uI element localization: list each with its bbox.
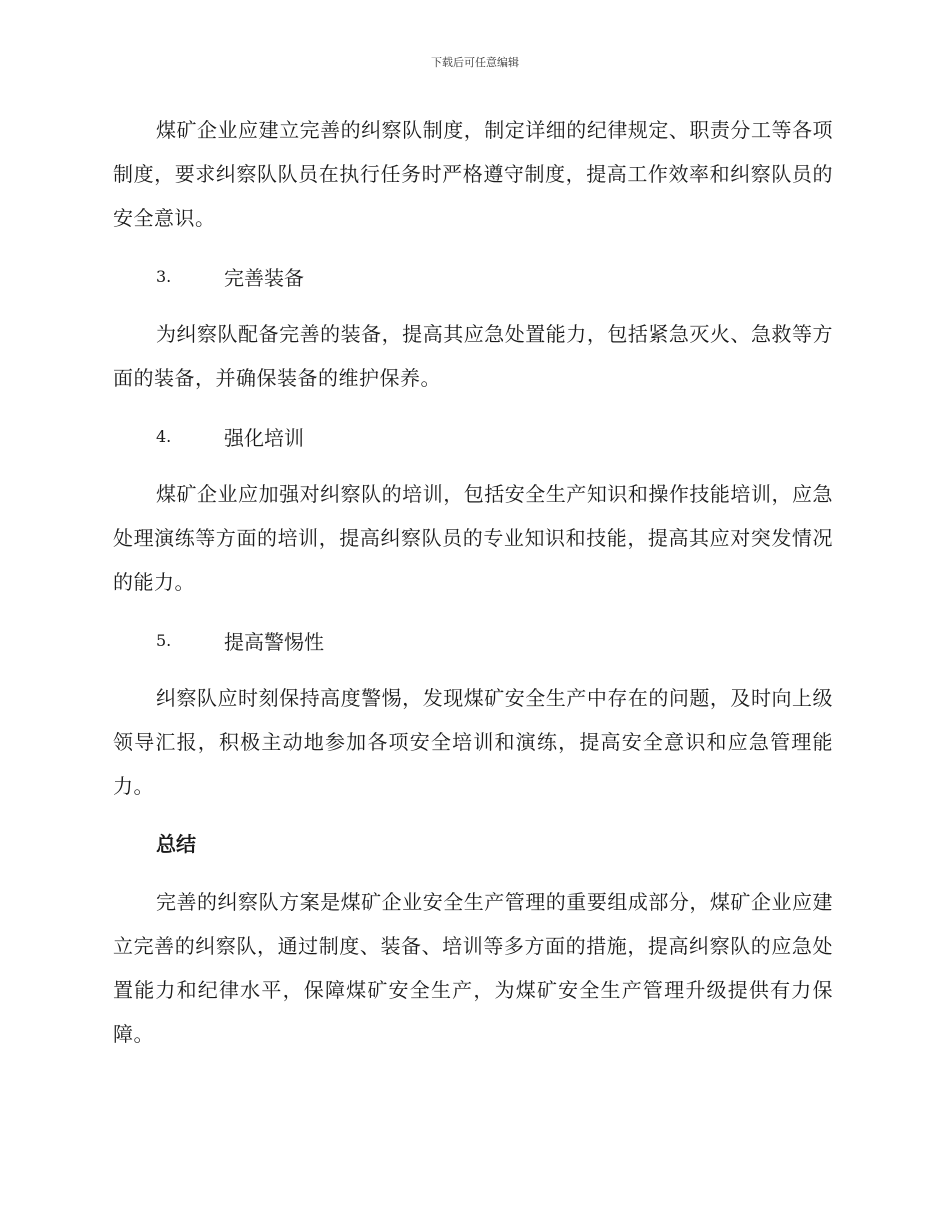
section-number: 4. xyxy=(156,426,172,446)
summary-heading: 总结 xyxy=(156,832,196,856)
paragraph-vigilance: 纠察队应时刻保持高度警惕，发现煤矿安全生产中存在的问题，及时向上级领导汇报，积极主动地参加各项安全培训和演练，提高安全意识和应急管理能力。 xyxy=(113,686,833,798)
section-number: 5. xyxy=(156,630,172,650)
paragraph-discipline-system: 煤矿企业应建立完善的纠察队制度，制定详细的纪律规定、职责分工等各项制度，要求纠察队队员在执行任务时严格遵守制度，提高工作效率和纠察队员的安全意识。 xyxy=(113,118,833,230)
section-title: 完善装备 xyxy=(224,265,304,290)
section-item-3 xyxy=(113,254,833,298)
paragraph-equipment: 为纠察队配备完善的装备，提高其应急处置能力，包括紧急灭火、急救等方面的装备，并确保装备的维护保养。 xyxy=(113,322,833,390)
section-item-4 xyxy=(113,414,833,458)
document-body xyxy=(113,108,833,1070)
section-title: 强化培训 xyxy=(224,425,304,450)
section-number: 3. xyxy=(156,266,172,286)
paragraph-training: 煤矿企业应加强对纠察队的培训，包括安全生产知识和操作技能培训，应急处理演练等方面的培训，提高纠察队员的专业知识和技能，提高其应对突发情况的能力。 xyxy=(113,482,833,594)
section-title: 提高警惕性 xyxy=(224,629,324,654)
section-item-5 xyxy=(113,618,833,662)
page-header: 下载后可任意编辑 xyxy=(431,56,519,69)
paragraph-summary: 完善的纠察队方案是煤矿企业安全生产管理的重要组成部分，煤矿企业应建立完善的纠察队，通过制度、装备、培训等多方面的措施，提高纠察队的应急处置能力和纪律水平，保障煤矿安全生产，为煤矿安全生产管理升级提供有力保障。 xyxy=(113,890,833,1046)
